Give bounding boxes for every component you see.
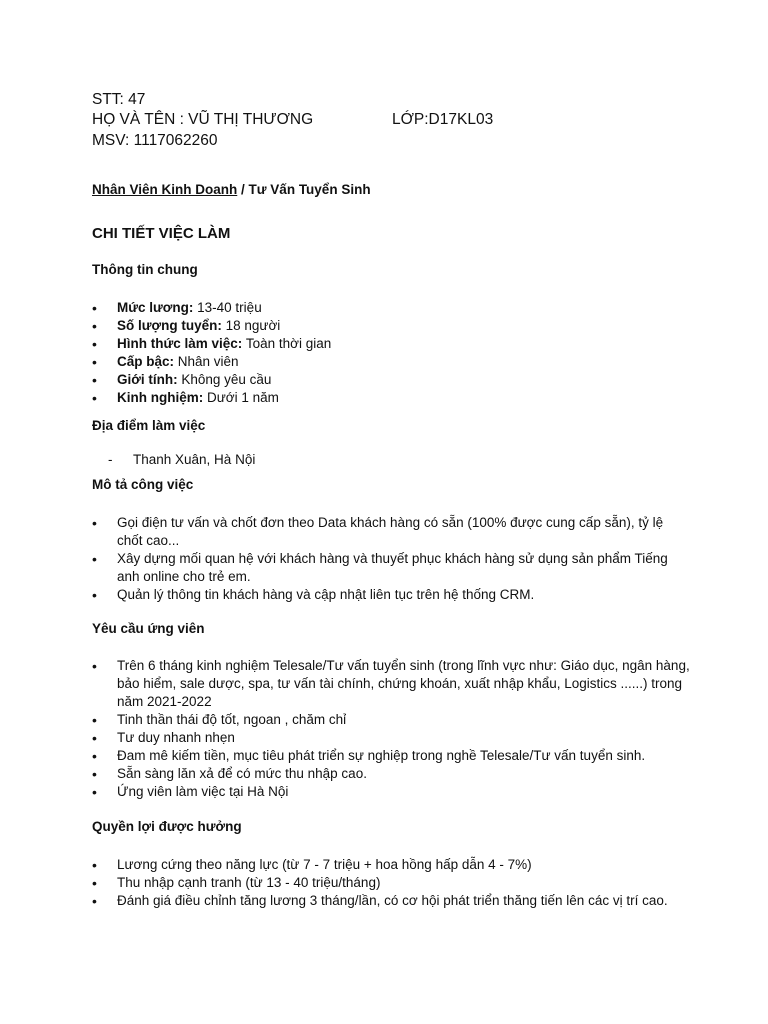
list-item: • Hình thức làm việc: Toàn thời gian (92, 335, 692, 353)
list-item: • Lương cứng theo năng lực (từ 7 - 7 triệu + hoa hồng hấp dẫn 4 - 7%) (92, 856, 692, 874)
job-title (92, 182, 371, 197)
list-item: • Trên 6 tháng kinh nghiệm Telesale/Tư vấn tuyển sinh (trong lĩnh vực như: Giáo dục, ngân hàng, bảo hiểm, sale dược, spa, tư vấn tài chính, chứng khoán, xuất nhập khẩu, Logistics ......) trong năm 2021-2022 (92, 657, 692, 711)
list-item: • Ứng viên làm việc tại Hà Nội (92, 783, 692, 801)
class-code: LỚP:D17KL03 (392, 111, 494, 128)
list-item: • Tư duy nhanh nhẹn (92, 729, 692, 747)
location-heading: Địa điểm làm việc (92, 418, 206, 433)
list-item: • Quản lý thông tin khách hàng và cập nhật liên tục trên hệ thống CRM. (92, 586, 692, 604)
list-item: • Giới tính: Không yêu cầu (92, 371, 692, 389)
requirements-heading: Yêu cầu ứng viên (92, 621, 205, 636)
benefits-heading: Quyền lợi được hưởng (92, 819, 242, 834)
list-item: • Kinh nghiệm: Dưới 1 năm (92, 389, 692, 407)
general-heading: Thông tin chung (92, 262, 198, 277)
general-list (92, 299, 692, 407)
requirements-list (92, 657, 692, 801)
list-item: • Xây dựng mối quan hệ với khách hàng và thuyết phục khách hàng sử dụng sản phẩm Tiếng anh online cho trẻ em. (92, 550, 692, 586)
msv-line: MSV: 1117062260 (92, 132, 218, 149)
list-item: • Cấp bậc: Nhân viên (92, 353, 692, 371)
description-list (92, 514, 692, 604)
name-line (92, 110, 494, 130)
stt-line: STT: 47 (92, 91, 146, 108)
job-title-part2: Tư Vấn Tuyển Sinh (248, 182, 371, 197)
list-item: • Tinh thần thái độ tốt, ngoan , chăm chỉ (92, 711, 692, 729)
job-title-separator: / (237, 182, 249, 197)
list-item: • Thu nhập cạnh tranh (từ 13 - 40 triệu/tháng) (92, 874, 692, 892)
list-item: • Mức lương: 13-40 triệu (92, 299, 692, 317)
student-name: HỌ VÀ TÊN : VŨ THỊ THƯƠNG (92, 111, 314, 128)
list-item: • Số lượng tuyển: 18 người (92, 317, 692, 335)
job-title-part1: Nhân Viên Kinh Doanh (92, 182, 238, 197)
list-item: - Thanh Xuân, Hà Nội (108, 451, 255, 469)
list-item: • Đánh giá điều chỉnh tăng lương 3 tháng/lần, có cơ hội phát triển thăng tiến lên các vị trí cao. (92, 892, 692, 910)
list-item: • Đam mê kiếm tiền, mục tiêu phát triển sự nghiệp trong nghề Telesale/Tư vấn tuyển sinh. (92, 747, 692, 765)
benefits-list (92, 856, 692, 910)
list-item: • Sẵn sàng lăn xả để có mức thu nhập cao. (92, 765, 692, 783)
location-list (108, 451, 255, 469)
description-heading: Mô tả công việc (92, 477, 194, 492)
list-item: • Gọi điện tư vấn và chốt đơn theo Data khách hàng có sẵn (100% được cung cấp sẵn), tỷ lệ chốt cao... (92, 514, 692, 550)
section-title: CHI TIẾT VIỆC LÀM (92, 225, 231, 242)
